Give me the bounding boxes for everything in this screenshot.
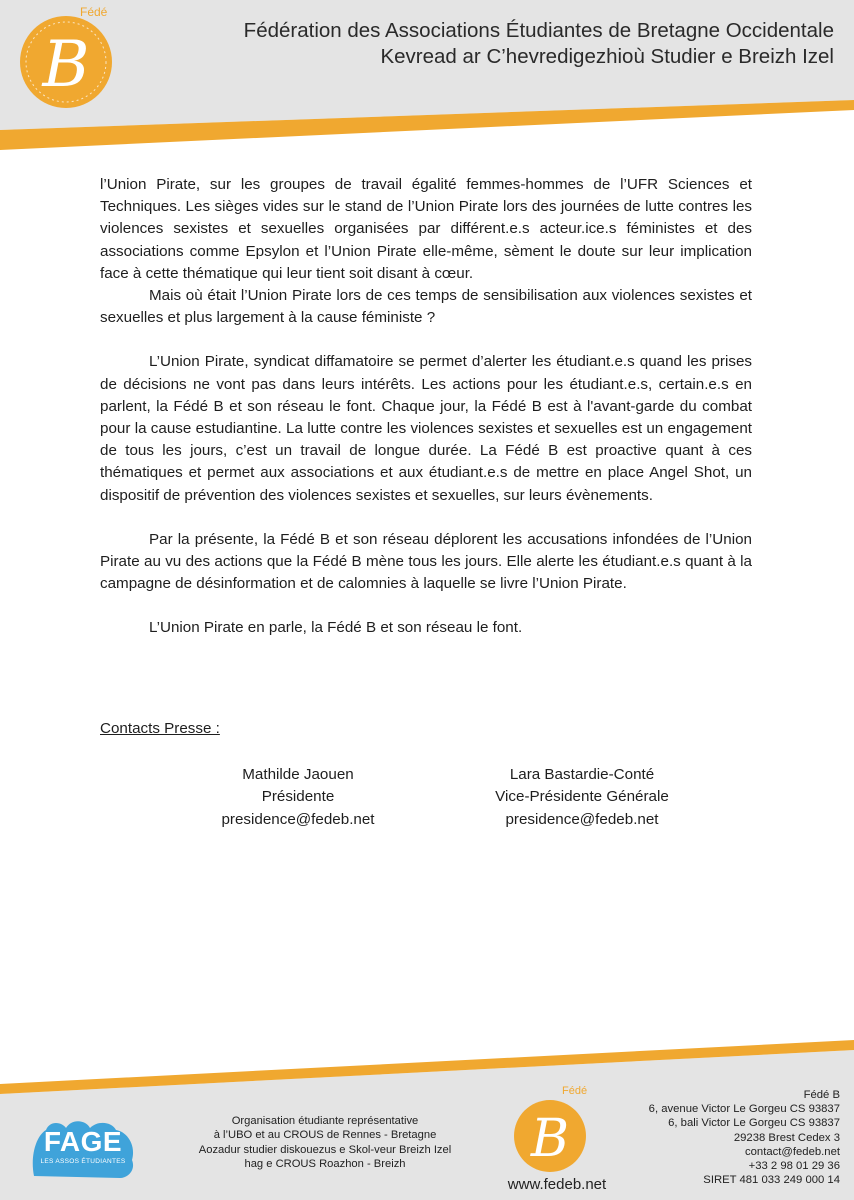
fage-label: FAGE <box>43 1126 123 1157</box>
contact-name: Lara Bastardie-Conté <box>509 766 655 783</box>
address-line: Fédé B <box>803 1089 840 1101</box>
website-link[interactable]: www.fedeb.net <box>507 1176 607 1193</box>
contact-email-link[interactable]: contact@fedeb.net <box>744 1145 840 1158</box>
organization-title <box>244 18 834 70</box>
org-title-fr: Fédération des Associations Étudiantes de Bretagne Occidentale <box>243 19 834 42</box>
address-line: 6, bali Victor Le Gorgeu CS 93837 <box>668 1117 840 1130</box>
page-footer <box>0 1040 854 1200</box>
logo-letter: B <box>42 28 90 102</box>
organization-description: Organisation étudiante représentative à l’UBO et au CROUS de Rennes - Bretagne Aozadur studier diskouezus e Skol-veur Breizh Izel hag e CROUS Roazhon - Breizh <box>198 1115 452 1171</box>
paragraph: Mais où était l’Union Pirate lors de ces temps de sensibilisation aux violences sexistes et sexuelles et plus largement à la cause féministe ? <box>100 287 752 327</box>
page-header <box>0 0 854 160</box>
logo-small-text: Fédé <box>80 5 108 19</box>
contact-role: Vice-Présidente Générale <box>495 788 669 806</box>
paragraph: L’Union Pirate, syndicat diffamatoire se permet d’alerter les étudiant.e.s quand les prises de décisions ne vont pas dans leurs intérêts. Les actions pour les étudiant.e.s, certain.e.s en parlent, la Fédé B et son réseau le font. Chaque jour, la Fédé B est à l'avant-garde du combat pour la cause estudiantine. La lutte contre les violences sexistes et sexuelles est un engagement de tous les jours, c’est un travail de longue durée. La Fédé B est proactive quant à ces thématiques et permet aux associations et aux étudiant.e.s de mettre en place Angel Shot, un dispositif de prévention des violences sexistes et sexuelles, sur leurs évènements. <box>100 353 752 504</box>
letter-body <box>100 174 752 640</box>
contact-card <box>168 764 428 831</box>
postal-address <box>649 1088 840 1187</box>
fede-b-footer-logo <box>508 1080 600 1180</box>
address-line: 29238 Brest Cedex 3 <box>733 1131 840 1144</box>
phone-number: +33 2 98 01 29 36 <box>748 1160 840 1173</box>
fage-subtitle: LES ASSOS ÉTUDIANTES <box>40 1158 126 1165</box>
contacts-title: Contacts Presse : <box>100 720 220 737</box>
contact-card <box>452 764 712 831</box>
address-line: 6, avenue Victor Le Gorgeu CS 93837 <box>648 1103 840 1116</box>
paragraph: l’Union Pirate, sur les groupes de travail égalité femmes-hommes de l’UFR Sciences et Techniques. Les sièges vides sur le stand de l’Union Pirate lors des journées de lutte contres les violences sexistes et sexuelles organisées par différent.e.s acteur.ice.s féministes et des associations comme Epsylon et l’Union Pirate elle-même, sèment le doute sur leur implication face à cette thématique qui leur tient soit disant à cœur. <box>100 176 752 282</box>
logo-letter: B <box>530 1109 570 1169</box>
contact-name: Mathilde Jaouen <box>242 766 354 783</box>
logo-small-text: Fédé <box>562 1085 588 1097</box>
contact-role: Présidente <box>261 788 335 806</box>
siret-number: SIRET 481 033 249 000 14 <box>703 1174 840 1187</box>
contact-email[interactable]: presidence@fedeb.net <box>505 810 659 828</box>
paragraph: Par la présente, la Fédé B et son réseau déplorent les accusations infondées de l’Union Pirate au vu des actions que la Fédé B mène tous les jours. Elle alerte les étudiant.e.s quant à la campagne de désinformation et de calomnies à laquelle se livre l’Union Pirate. <box>100 530 752 593</box>
fede-b-logo <box>12 0 120 118</box>
paragraph: L’Union Pirate en parle, la Fédé B et son réseau le font. <box>149 619 523 637</box>
org-title-br: Kevread ar C’hevredigezhioù Studier e Breizh Izel <box>380 45 834 68</box>
contact-email[interactable]: presidence@fedeb.net <box>221 810 375 828</box>
